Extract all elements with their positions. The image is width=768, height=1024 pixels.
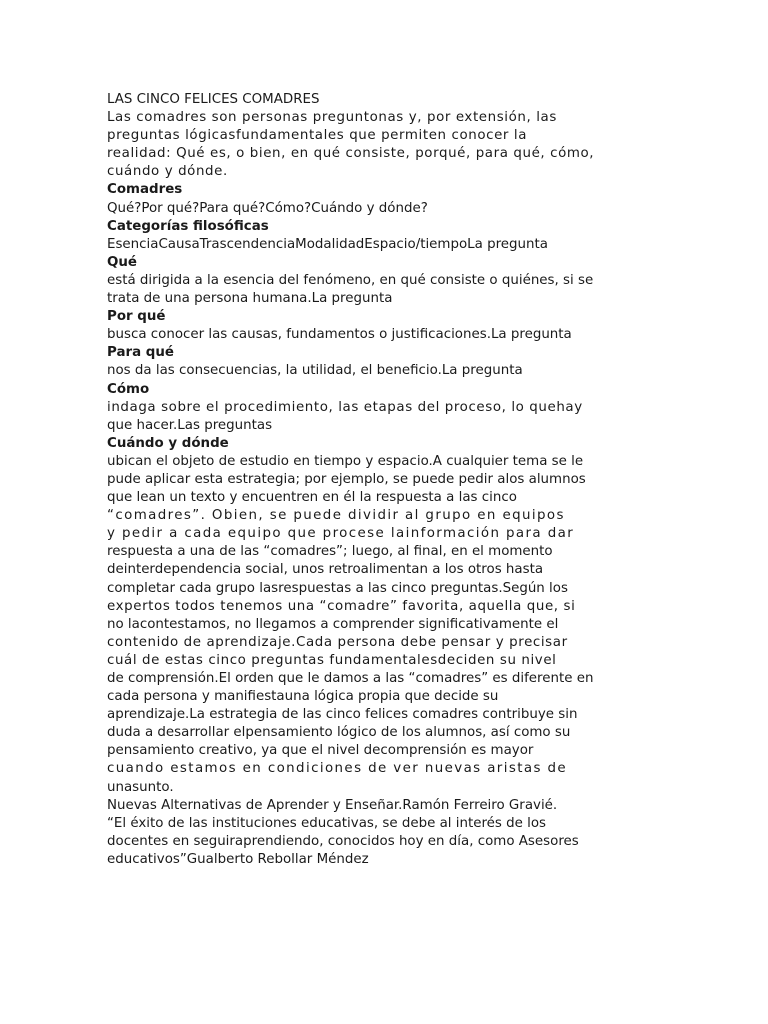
- cuando-line: pude aplicar esta estrategia; por ejemplo, se puede pedir alos alumnos: [107, 471, 586, 487]
- page-title: LAS CINCO FELICES COMADRES: [107, 92, 320, 107]
- cuando-line: “comadres”. Obien, se puede dividir al grupo en equipos: [107, 508, 565, 524]
- quote-line: docentes en seguiraprendiendo, conocidos hoy en día, como Asesores: [107, 833, 579, 849]
- cuando-line: ubican el objeto de estudio en tiempo y espacio.A cualquier tema se le: [107, 453, 584, 469]
- cuando-line: que lean un texto y encuentren en él la respuesta a las cinco: [107, 490, 517, 506]
- section-text-paraque: nos da las consecuencias, la utilidad, el beneficio.La pregunta: [107, 363, 523, 379]
- que-line: está dirigida a la esencia del fenómeno, en qué consiste o quiénes, si se: [107, 272, 594, 288]
- cuando-line: respuesta a una de las “comadres”; luego, al final, en el momento: [107, 544, 553, 560]
- cuando-line: unasunto.: [107, 779, 174, 795]
- section-text-cuando: [107, 453, 655, 797]
- section-text-porque: busca conocer las causas, fundamentos o justificaciones.La pregunta: [107, 327, 572, 343]
- quote-paragraph: [107, 815, 655, 869]
- section-heading-que: Qué: [107, 254, 137, 270]
- quote-line: “El éxito de las instituciones educativas, se debe al interés de los: [107, 815, 547, 831]
- section-heading-porque: Por qué: [107, 309, 166, 325]
- cuando-line: no lacontestamos, no llegamos a comprender significativamente el: [107, 616, 559, 632]
- cuando-line: deinterdependencia social, unos retroalimentan a los otros hasta: [107, 562, 544, 578]
- cuando-line: cada persona y manifiestauna lógica propia que decide su: [107, 689, 499, 705]
- section-text-como: [107, 399, 655, 435]
- cuando-line: aprendizaje.La estrategia de las cinco felices comadres contribuye sin: [107, 707, 578, 723]
- section-text-que: [107, 272, 655, 308]
- cuando-line: y pedir a cada equipo que procese lainformación para dar: [107, 526, 575, 542]
- intro-line: Las comadres son personas preguntonas y, por extensión, las: [107, 110, 557, 126]
- section-heading-comadres: Comadres: [107, 182, 183, 198]
- section-heading-paraque: Para qué: [107, 345, 174, 361]
- section-text-categorias: EsenciaCausaTrascendenciaModalidadEspacio/tiempoLa pregunta: [107, 236, 548, 252]
- quote-line: educativos”Gualberto Rebollar Méndez: [107, 851, 369, 867]
- cuando-line: de comprensión.El orden que le damos a las “comadres” es diferente en: [107, 671, 594, 686]
- section-heading-como: Cómo: [107, 381, 150, 397]
- cuando-line: pensamiento creativo, ya que el nivel decomprensión es mayor: [107, 743, 534, 759]
- cuando-line: contenido de aprendizaje.Cada persona debe pensar y precisar: [107, 634, 568, 650]
- section-heading-cuando: Cuándo y dónde: [107, 435, 229, 451]
- que-line: trata de una persona humana.La pregunta: [107, 291, 393, 307]
- cuando-line: duda a desarrollar elpensamiento lógico de los alumnos, así como su: [107, 725, 571, 741]
- reference-line: Nuevas Alternativas de Aprender y Enseñar.Ramón Ferreiro Gravié.: [107, 797, 558, 813]
- como-line: indaga sobre el procedimiento, las etapas del proceso, lo quehay: [107, 399, 583, 415]
- como-line: que hacer.Las preguntas: [107, 417, 273, 433]
- document-body: [107, 91, 655, 869]
- section-heading-categorias: Categorías filosóficas: [107, 218, 269, 234]
- cuando-line: cuando estamos en condiciones de ver nuevas aristas de: [107, 761, 568, 777]
- intro-line: cuándo y dónde.: [107, 164, 228, 180]
- intro-line: realidad: Qué es, o bien, en qué consiste, porqué, para qué, cómo,: [107, 146, 595, 162]
- intro-paragraph: [107, 109, 655, 181]
- intro-line: preguntas lógicasfundamentales que permiten conocer la: [107, 128, 528, 144]
- cuando-line: expertos todos tenemos una “comadre” favorita, aquella que, si: [107, 598, 576, 614]
- cuando-line: completar cada grupo lasrespuestas a las cinco preguntas.Según los: [107, 580, 568, 596]
- cuando-line: cuál de estas cinco preguntas fundamentalesdeciden su nivel: [107, 652, 557, 668]
- section-text-comadres: Qué?Por qué?Para qué?Cómo?Cuándo y dónde?: [107, 200, 428, 216]
